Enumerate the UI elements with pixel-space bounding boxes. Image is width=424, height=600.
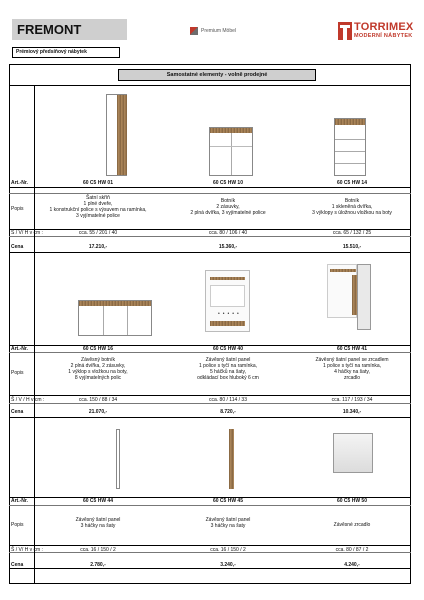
product-image-shoe-cabinet	[209, 127, 253, 176]
desc-line: 1 police s tyčí na ramínka,	[322, 363, 382, 369]
dimensions: cca. 117 / 193 / 34	[331, 397, 373, 403]
desc-line: 3 vyjímatelné police	[76, 213, 120, 219]
product-description	[36, 195, 160, 219]
product-image-panel-with-mirror	[327, 264, 375, 334]
dimensions: cca. 55 / 201 / 40	[78, 230, 118, 236]
art-label: Art.-Nr.	[11, 180, 28, 186]
premium-logo-text: Premium Möbel	[201, 28, 237, 34]
desc-line: 8 vyjímatelných polic	[74, 375, 122, 381]
price-label: Cena	[11, 562, 24, 568]
product-image-shoe-cabinet-glass	[334, 118, 366, 176]
art-number: 60 C5 HW 41	[336, 346, 367, 352]
subtitle: Prémiový předsíňový nábytek	[12, 47, 120, 58]
product-name: Závěsný šatní panel	[205, 357, 251, 363]
dimensions: cca. 80 / 106 / 40	[208, 230, 248, 236]
dimensions: cca. 80 / 114 / 33	[209, 397, 247, 403]
price: 17.210,-	[88, 244, 108, 250]
art-number: 60 C5 HW 10	[212, 180, 243, 186]
product-name: Šatní skříň	[86, 195, 110, 201]
torrimex-logo	[338, 22, 413, 40]
desc-line: 3 háčky na šaty	[210, 523, 246, 529]
premium-logo-icon	[190, 27, 198, 35]
art-number: 60 C5 HW 45	[212, 498, 243, 504]
price: 3.240,-	[220, 562, 236, 568]
desc-line: 4 háčky na šaty,	[334, 369, 370, 375]
price: 8.720,-	[220, 409, 236, 415]
dimensions: cca. 65 / 132 / 25	[332, 230, 372, 236]
price-label: Cena	[11, 409, 24, 415]
product-image-wardrobe	[106, 94, 127, 176]
desc-line: 1 plné dveře,	[83, 201, 113, 207]
product-description	[36, 517, 160, 529]
product-name: Závěsné zrcadlo	[333, 522, 371, 528]
desc-line: odkládací box hluboký 6 cm	[197, 375, 259, 381]
divider	[9, 545, 411, 546]
price: 2.780,-	[90, 562, 106, 568]
price: 4.240,-	[344, 562, 360, 568]
dims-label: Š / V/ H v cm :	[11, 230, 43, 236]
desc-line: 3 výklopy s úložnou vložkou na boty	[312, 210, 392, 216]
product-name: Botník	[220, 198, 236, 204]
desc-line: 2 zásuvky,	[216, 204, 240, 210]
divider	[9, 568, 411, 569]
product-description	[296, 357, 408, 381]
product-name: Závěsný botník	[81, 357, 115, 363]
desc-line: zrcadlo	[343, 375, 361, 381]
art-number: 60 C5 HW 44	[82, 498, 113, 504]
art-number: 60 C5 HW 40	[212, 346, 243, 352]
section-title: Samostatné elementy - volně prodejné	[118, 69, 316, 81]
product-description	[166, 357, 290, 381]
divider	[9, 187, 411, 188]
dimensions: cca. 16 / 150 / 2	[80, 547, 116, 553]
popis-label: Popis	[11, 370, 24, 376]
dims-label: Š / V / H v cm :	[11, 397, 45, 403]
popis-label: Popis	[11, 522, 24, 528]
product-image-hook-panel-white	[116, 429, 120, 489]
desc-line: 1 výklop s vložkou na boty,	[68, 369, 128, 375]
divider	[9, 193, 411, 194]
desc-line: 5 háčků na šaty,	[209, 369, 247, 375]
price: 15.510,-	[342, 244, 362, 250]
product-description	[296, 522, 408, 528]
desc-line: 1 skleněná dvířka,	[331, 204, 373, 210]
price-label: Cena	[11, 244, 24, 250]
product-image-hanging-shoe-cabinet	[78, 300, 152, 336]
torrimex-logo-icon	[338, 22, 352, 40]
art-label: Art.-Nr.	[11, 346, 28, 352]
product-description	[36, 357, 160, 381]
divider	[9, 395, 411, 396]
divider	[9, 85, 411, 86]
price: 15.360,-	[218, 244, 238, 250]
product-image-hanging-panel: •••••	[205, 270, 250, 332]
torrimex-subtitle: MODERNÍ NÁBYTEK	[354, 33, 413, 39]
product-image-mirror	[333, 433, 373, 473]
product-name: Závěsný šatní panel	[205, 517, 251, 523]
price: 21.070,-	[88, 409, 108, 415]
divider	[9, 252, 411, 253]
art-label: Art.-Nr.	[11, 498, 28, 504]
dimensions: cca. 16 / 150 / 2	[210, 547, 246, 553]
page-title: FREMONT	[12, 19, 127, 40]
art-number: 60 C5 HW 01	[82, 180, 113, 186]
product-name: Závěsný šatní panel	[75, 517, 121, 523]
divider	[9, 403, 411, 404]
divider	[9, 236, 411, 237]
product-image-hook-panel-oak	[229, 429, 234, 489]
torrimex-name: TORRIMEX	[354, 21, 414, 33]
product-name: Závěsný šatní panel se zrcadlem	[315, 357, 389, 363]
product-name: Botník	[344, 198, 360, 204]
dimensions: cca. 80 / 87 / 2	[335, 547, 369, 553]
desc-line: 3 háčky na šaty	[80, 523, 116, 529]
dimensions: cca. 150 / 88 / 34	[78, 397, 118, 403]
desc-line: 1 police s tyčí na ramínka,	[198, 363, 258, 369]
desc-line: 1 konstrukční police s výsuvem na ramínka,	[49, 207, 147, 213]
column-divider	[34, 85, 35, 584]
desc-line: 2 plná dvířka, 3 vyjímatelné police	[190, 210, 266, 216]
popis-label: Popis	[11, 206, 24, 212]
art-number: 60 C5 HW 50	[336, 498, 367, 504]
product-description	[296, 198, 408, 216]
price: 10.340,-	[342, 409, 362, 415]
art-number: 60 C5 HW 14	[336, 180, 367, 186]
divider	[9, 352, 411, 353]
product-description	[166, 198, 290, 216]
premium-mobel-logo	[190, 27, 236, 35]
desc-line: 2 plná dvířka, 2 zásuvky,	[70, 363, 126, 369]
divider	[9, 417, 411, 418]
product-description	[166, 517, 290, 529]
dims-label: Š / V/ H v cm :	[11, 547, 43, 553]
art-number: 60 C5 HW 16	[82, 346, 113, 352]
divider	[9, 505, 411, 506]
